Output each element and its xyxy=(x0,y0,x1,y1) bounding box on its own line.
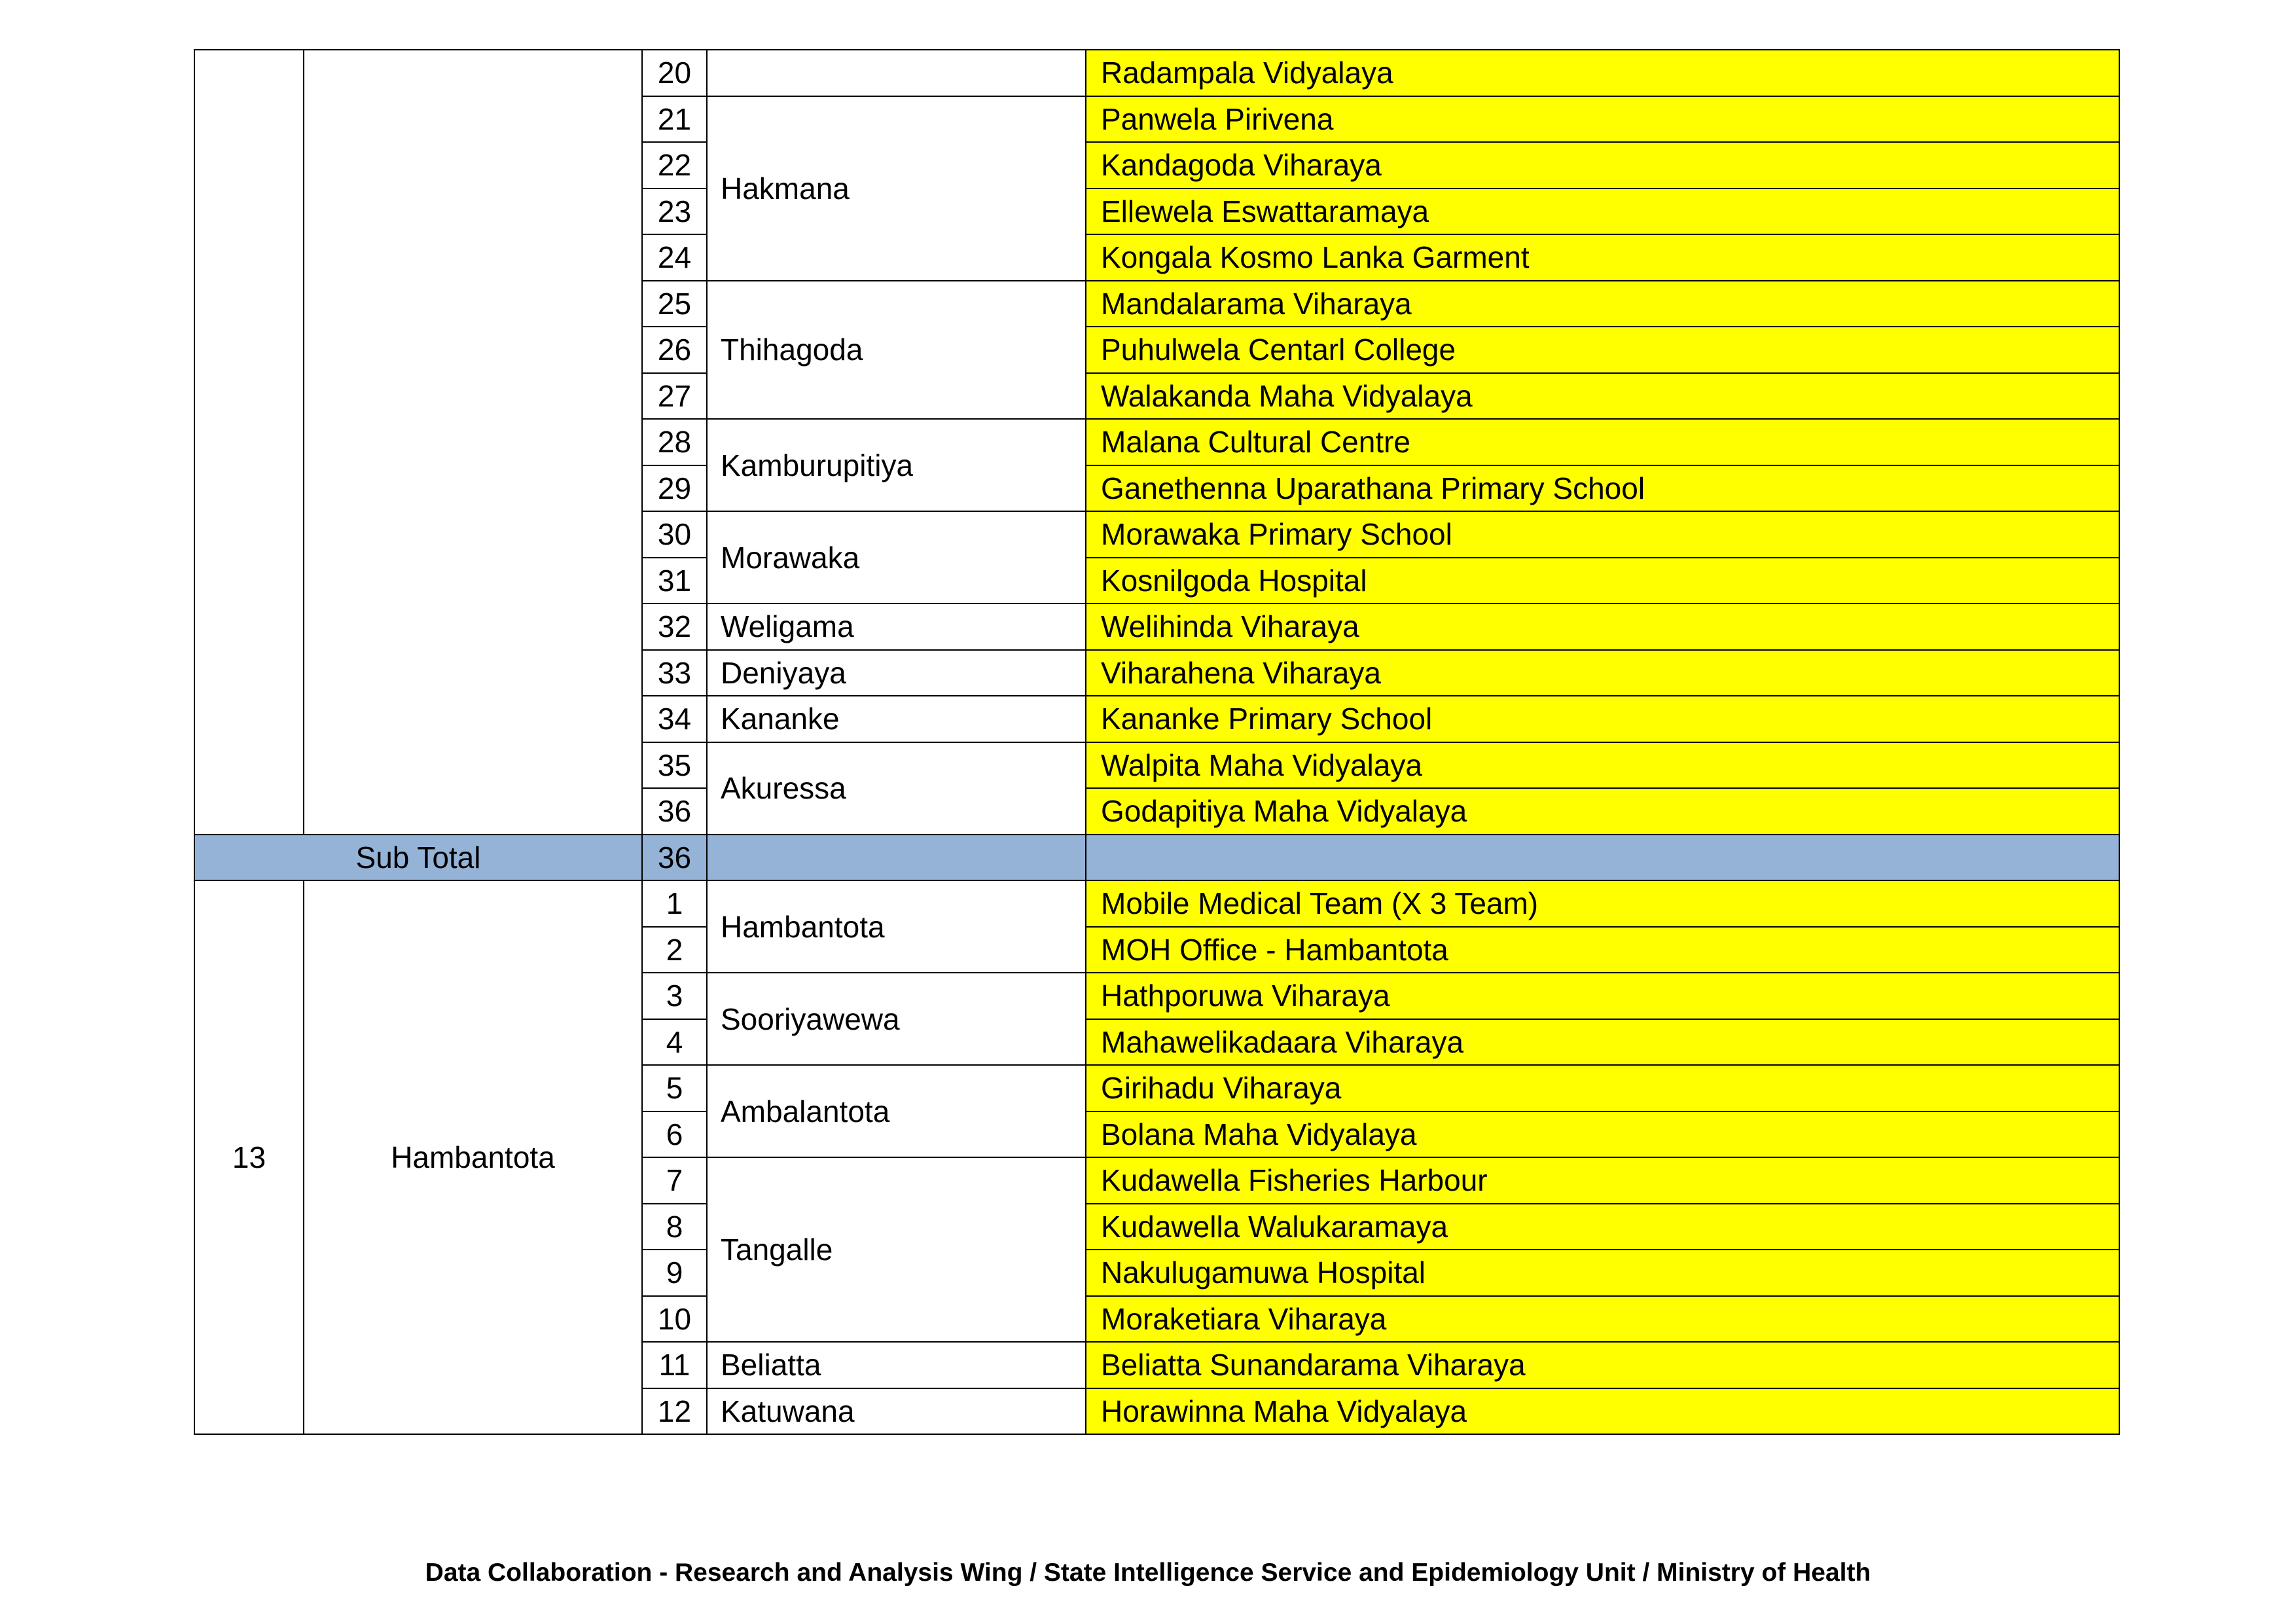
area-cell: Sooriyawewa xyxy=(707,973,1086,1065)
site-name-cell: Mobile Medical Team (X 3 Team) xyxy=(1086,880,2119,927)
site-name-cell: Bolana Maha Vidyalaya xyxy=(1086,1111,2119,1158)
area-cell: Weligama xyxy=(707,604,1086,650)
row-number-cell: 2 xyxy=(642,927,707,973)
area-cell: Hambantota xyxy=(707,880,1086,973)
row-number-cell: 7 xyxy=(642,1157,707,1204)
site-name-cell: Girihadu Viharaya xyxy=(1086,1065,2119,1111)
site-name-cell: Horawinna Maha Vidyalaya xyxy=(1086,1388,2119,1435)
row-number-cell: 20 xyxy=(642,50,707,96)
area-cell: Ambalantota xyxy=(707,1065,1086,1157)
site-name-cell: Kandagoda Viharaya xyxy=(1086,142,2119,189)
site-name-cell: Malana Cultural Centre xyxy=(1086,419,2119,465)
area-cell xyxy=(707,50,1086,96)
row-number-cell: 25 xyxy=(642,281,707,327)
area-cell: Katuwana xyxy=(707,1388,1086,1435)
area-cell: Hakmana xyxy=(707,96,1086,281)
row-number-cell: 34 xyxy=(642,696,707,742)
row-number-cell: 12 xyxy=(642,1388,707,1435)
row-number-cell: 9 xyxy=(642,1250,707,1296)
site-name-cell: Kosnilgoda Hospital xyxy=(1086,558,2119,604)
row-number-cell: 6 xyxy=(642,1111,707,1158)
site-name-cell: Panwela Pirivena xyxy=(1086,96,2119,143)
row-number-cell: 21 xyxy=(642,96,707,143)
row-number-cell: 28 xyxy=(642,419,707,465)
area-cell: Deniyaya xyxy=(707,650,1086,696)
row-number-cell: 1 xyxy=(642,880,707,927)
row-number-cell: 22 xyxy=(642,142,707,189)
site-name-cell: Ellewela Eswattaramaya xyxy=(1086,189,2119,235)
area-cell: Akuressa xyxy=(707,742,1086,835)
subtotal-label: Sub Total xyxy=(194,835,642,881)
site-name-cell: Radampala Vidyalaya xyxy=(1086,50,2119,96)
row-number-cell: 23 xyxy=(642,189,707,235)
subtotal-empty-cell xyxy=(707,835,1086,881)
subtotal-count: 36 xyxy=(642,835,707,881)
site-name-cell: Ganethenna Uparathana Primary School xyxy=(1086,465,2119,512)
site-name-cell: Hathporuwa Viharaya xyxy=(1086,973,2119,1019)
row-number-cell: 4 xyxy=(642,1019,707,1066)
site-name-cell: Nakulugamuwa Hospital xyxy=(1086,1250,2119,1296)
row-number-cell: 30 xyxy=(642,511,707,558)
site-name-cell: Kudawella Fisheries Harbour xyxy=(1086,1157,2119,1204)
site-name-cell: Beliatta Sunandarama Viharaya xyxy=(1086,1342,2119,1388)
row-number-cell: 35 xyxy=(642,742,707,789)
district-number-cell xyxy=(194,50,304,835)
row-number-cell: 29 xyxy=(642,465,707,512)
site-name-cell: Welihinda Viharaya xyxy=(1086,604,2119,650)
row-number-cell: 8 xyxy=(642,1204,707,1250)
row-number-cell: 24 xyxy=(642,234,707,281)
site-name-cell: Walakanda Maha Vidyalaya xyxy=(1086,373,2119,420)
site-name-cell: Kudawella Walukaramaya xyxy=(1086,1204,2119,1250)
row-number-cell: 31 xyxy=(642,558,707,604)
table-row xyxy=(194,50,2119,96)
area-cell: Kamburupitiya xyxy=(707,419,1086,511)
site-name-cell: Moraketiara Viharaya xyxy=(1086,1296,2119,1343)
locations-table xyxy=(194,49,2120,1435)
district-number-cell: 13 xyxy=(194,880,304,1434)
table-body xyxy=(194,50,2119,1434)
table-row xyxy=(194,880,2119,927)
site-name-cell: Walpita Maha Vidyalaya xyxy=(1086,742,2119,789)
row-number-cell: 33 xyxy=(642,650,707,696)
row-number-cell: 3 xyxy=(642,973,707,1019)
subtotal-row xyxy=(194,835,2119,881)
row-number-cell: 11 xyxy=(642,1342,707,1388)
area-cell: Morawaka xyxy=(707,511,1086,604)
site-name-cell: Kananke Primary School xyxy=(1086,696,2119,742)
row-number-cell: 10 xyxy=(642,1296,707,1343)
site-name-cell: Puhulwela Centarl College xyxy=(1086,327,2119,373)
site-name-cell: Godapitiya Maha Vidyalaya xyxy=(1086,788,2119,835)
row-number-cell: 5 xyxy=(642,1065,707,1111)
site-name-cell: Morawaka Primary School xyxy=(1086,511,2119,558)
area-cell: Beliatta xyxy=(707,1342,1086,1388)
row-number-cell: 27 xyxy=(642,373,707,420)
area-cell: Kananke xyxy=(707,696,1086,742)
site-name-cell: Mahawelikadaara Viharaya xyxy=(1086,1019,2119,1066)
site-name-cell: Mandalarama Viharaya xyxy=(1086,281,2119,327)
site-name-cell: Viharahena Viharaya xyxy=(1086,650,2119,696)
row-number-cell: 32 xyxy=(642,604,707,650)
district-name-cell: Hambantota xyxy=(304,880,642,1434)
row-number-cell: 26 xyxy=(642,327,707,373)
area-cell: Tangalle xyxy=(707,1157,1086,1342)
site-name-cell: Kongala Kosmo Lanka Garment xyxy=(1086,234,2119,281)
district-name-cell xyxy=(304,50,642,835)
subtotal-empty-cell xyxy=(1086,835,2119,881)
site-name-cell: MOH Office - Hambantota xyxy=(1086,927,2119,973)
row-number-cell: 36 xyxy=(642,788,707,835)
footer-credit: Data Collaboration - Research and Analysis Wing / State Intelligence Service and Epidemiology Unit / Ministry of Health xyxy=(425,1559,1871,1587)
area-cell: Thihagoda xyxy=(707,281,1086,420)
